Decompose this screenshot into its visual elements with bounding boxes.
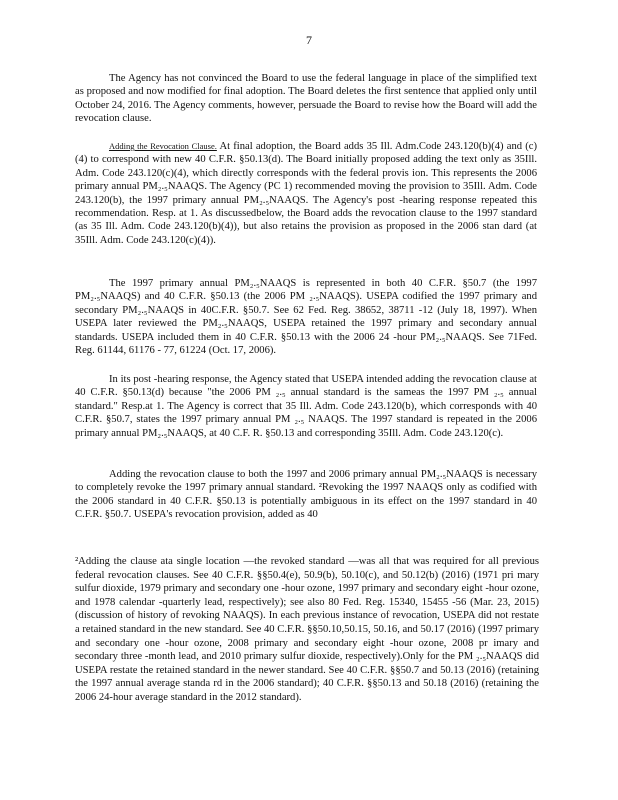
paragraph-5 <box>75 468 537 522</box>
paragraph-2 <box>75 140 537 247</box>
section-heading: Adding the Revocation Clause. <box>109 141 217 151</box>
paragraph-text: The 1997 primary annual PM₂.₅NAAQS is represented in both 40 C.F.R. §50.7 (the 1997 PM₂.₅NAAQS) and 40 C.F.R. §50.13 (the 2006 PM ₂.₅NAAQS). USEPA codified the 1997 primary and secondary PM₂.₅NAAQS in 40C.F.R. §50.7. See 62 Fed. Reg. 38652, 38711 -12 (July 18, 1997). When USEPA later reviewed the PM₂.₅NAAQS, USEPA retained the 1997 primary and secondary annual standards. USEPA included them in 40 C.F.R. §50.13 with the 2006 24 -hour PM₂.₅NAAQS. See 71Fed. Reg. 61144, 61176 - 77, 61224 (Oct. 17, 2006). <box>75 278 537 357</box>
paragraph-1 <box>75 72 537 126</box>
paragraph-4 <box>75 373 537 440</box>
paragraph-3 <box>75 277 537 357</box>
paragraph-text: In its post -hearing response, the Agency stated that USEPA intended adding the revocation clause at 40 C.F.R. §50.13(d) because "the 2006 PM ₂.₅ annual standard is the sameas the 1997 PM ₂.₅ annual standard." Resp.at 1. The Agency is correct that 35 Ill. Adm. Code 243.120(b), which corresponds with 40 C.F.R. §50.7, states the 1997 primary annual PM ₂.₅ NAAQS. The 1997 standard is repeated in the 2006 primary annual PM₂.₅NAAQS, at 40 C.F. R. §50.13 and corresponding 35Ill. Adm. Code 243.120(c). <box>75 374 537 439</box>
page-number: 7 <box>306 33 312 47</box>
paragraph-text: Adding the revocation clause to both the 1997 and 2006 primary annual PM₂.₅NAAQS is necessary to completely revoke the 1997 primary annual standard. ²Revoking the 1997 NAAQS only as codified with the 2006 standard in 40 C.F.R. §50.13 is potentially ambiguous in its effect on the 1997 standard in 40 C.F.R. §50.7. USEPA's revocation provision, added as 40 <box>75 469 537 521</box>
paragraph-text: The Agency has not convinced the Board to use the federal language in place of the simplified text as proposed and now modified for final adoption. The Board deletes the first sentence that applied only until October 24, 2016. The Agency comments, however, persuade the Board to revise how the Board will add the revocation clause. <box>75 73 537 125</box>
footnote-2: ²Adding the clause ata single location —the revoked standard —was all that was required for all previous federal revocation clauses. See 40 C.F.R. §§50.4(e), 50.9(b), 50.10(c), and 50.12(b) (2016) (1971 pri mary sulfur dioxide, 1979 primary and secondary one -hour ozone, 1997 primary and secondary eight -hour ozone, and 1978 calendar -quarterly lead, respectively); see also 80 Fed. Reg. 15340, 15455 -56 (Mar. 23, 2015) (discussion of history of revoking NAAQS). In each previous instance of revocation, USEPA did not restate a retained standard in the new standard. See 40 C.F.R. §§50.10,50.15, 50.16, and 50.17 (2016) (1997 primary and secondary one -hour ozone, 2008 primary and secondary eight -hour ozone, 2008 pr imary and secondary three -month lead, and 2010 primary sulfur dioxide, respectively).Only for the PM ₂.₅NAAQS did USEPA restate the retained standard in the newer standard. See 40 C.F.R. §§50.7 and 50.13 (2016) (retaining the 1997 annual average standa rd in the 2006 standard); 40 C.F.R. §§50.13 and 50.18 (2016) (retaining the 2006 24-hour average standard in the 2012 standard). <box>75 556 539 703</box>
footnote-section <box>75 555 539 705</box>
paragraph-text: At final adoption, the Board adds 35 Ill. Adm.Code 243.120(b)(4) and (c)(4) to correspond with new 40 C.F.R. §50.13(d). The Board initially proposed adding the text only as 35Ill. Adm. Code 243.120(c)(4), which directly corresponds with the federal provis ion. This represents the 2006 primary annual PM₂.₅NAAQS. The Agency (PC 1) recommended moving the provision to 35Ill. Adm. Code 243.120(b), the 1997 primary annual PM₂.₅NAAQS. The Agency's post -hearing response repeated this recommendation. Resp. at 1. As discussedbelow, the Board adds the revocation clause to the 1997 standard (as 35 Ill. Adm. Code 243.120(b)(4)), but also retains the provision as proposed in the 2006 stan dard (at 35Ill. Adm. Code 243.120(c)(4)). <box>75 141 537 246</box>
